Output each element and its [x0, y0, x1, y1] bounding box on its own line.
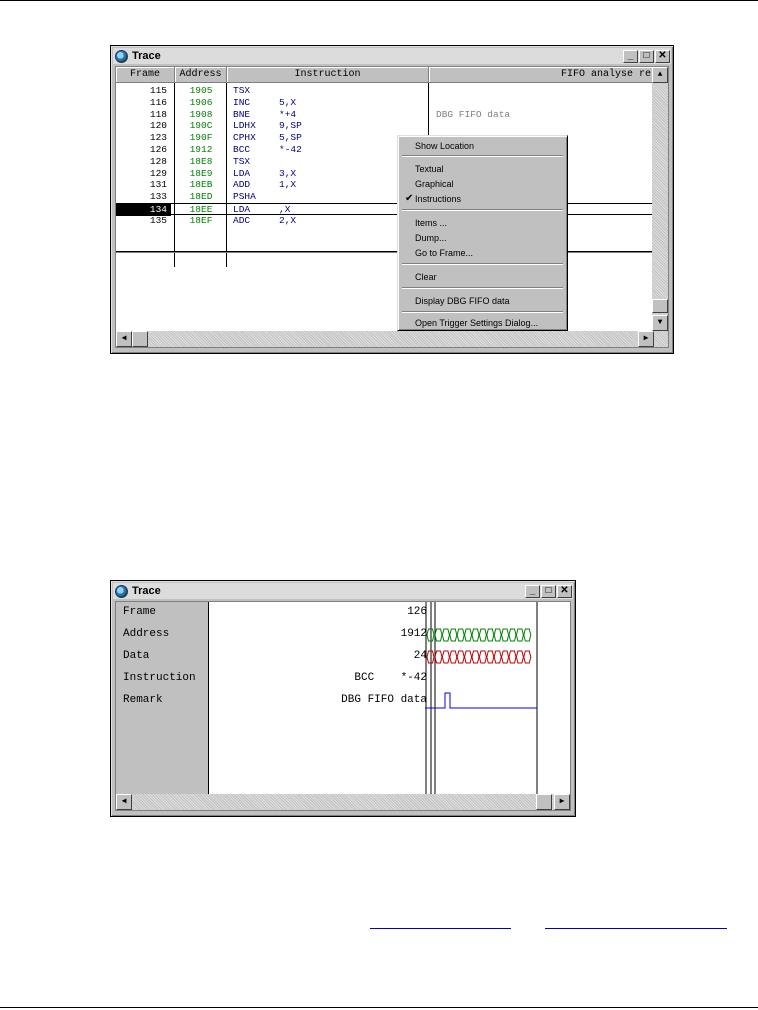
- vertical-scrollbar[interactable]: [652, 67, 668, 331]
- graphical-trace-window[interactable]: [110, 580, 576, 817]
- address-cell: 1912: [189, 144, 213, 155]
- scroll-right-button[interactable]: ▶: [638, 331, 654, 347]
- trace-row[interactable]: [116, 215, 656, 227]
- trace-row[interactable]: [116, 191, 656, 203]
- address-cell: 1906: [189, 96, 213, 108]
- frame-cell: 131: [149, 179, 167, 191]
- data-bus-segment: [465, 651, 472, 663]
- frame-cell: 120: [149, 120, 167, 132]
- trace-window[interactable]: [110, 45, 674, 354]
- mnemonic-cell: ADD: [233, 179, 251, 191]
- mnemonic-cell: ADC: [233, 214, 251, 226]
- remark-signal: [425, 693, 537, 708]
- column-header-fifo[interactable]: FIFO analyse re: [429, 67, 654, 83]
- checkmark-icon: ✔: [405, 193, 414, 204]
- mnemonic-cell: LDHX: [233, 120, 256, 132]
- menu-item-items[interactable]: Items ...: [415, 218, 448, 228]
- address-bus-segment: [465, 629, 472, 641]
- data-bus-segment: [502, 651, 509, 663]
- close-button[interactable]: ✕: [557, 585, 572, 598]
- menu-separator: [402, 155, 563, 157]
- page-bottom-rule: [0, 1007, 758, 1008]
- data-bus-segment: [516, 651, 523, 663]
- mnemonic-cell: CPHX: [233, 132, 256, 144]
- trace-row[interactable]: [116, 97, 656, 109]
- address-bus-segment: [524, 629, 531, 641]
- scroll-left-button[interactable]: ◀: [116, 794, 132, 810]
- operand-cell: ,X: [279, 204, 291, 215]
- trace-row[interactable]: [116, 132, 656, 144]
- address-cell: 18EE: [189, 204, 213, 215]
- operand-cell: 5,SP: [279, 132, 302, 144]
- address-bus-segment: [442, 629, 449, 641]
- data-bus-segment: [479, 651, 486, 663]
- data-bus-segment: [472, 651, 479, 663]
- operand-cell: 3,X: [279, 167, 297, 179]
- data-bus-segment: [494, 651, 501, 663]
- mnemonic-cell: INC: [233, 96, 251, 108]
- trace-row[interactable]: [116, 120, 656, 132]
- graphical-trace-title: Trace: [132, 585, 161, 597]
- trace-row[interactable]: [116, 203, 656, 215]
- trace-row[interactable]: [116, 168, 656, 180]
- menu-item-go-to-frame[interactable]: Go to Frame...: [415, 248, 474, 258]
- address-bus-segment: [479, 629, 486, 641]
- menu-separator: [402, 287, 563, 289]
- operand-cell: 2,X: [279, 214, 297, 226]
- address-bus-segment: [435, 629, 442, 641]
- instruction-operand: *-42: [400, 672, 427, 684]
- operand-cell: 9,SP: [279, 120, 302, 132]
- close-button[interactable]: ✕: [655, 50, 670, 63]
- signal-label-address: Address: [123, 628, 170, 640]
- address-bus-segment: [509, 629, 516, 641]
- menu-item-instructions-label: Instructions: [415, 194, 462, 204]
- signal-label-instruction: Instruction: [123, 672, 196, 684]
- cross-reference-link[interactable]: [545, 928, 727, 929]
- frame-cell: 118: [149, 108, 167, 120]
- frame-cell: 134: [116, 204, 171, 216]
- operand-cell: 5,X: [279, 96, 297, 108]
- operand-cell: 1,X: [279, 179, 297, 191]
- menu-item-clear[interactable]: Clear: [415, 272, 437, 282]
- trace-row[interactable]: [116, 144, 656, 156]
- frame-cell: 123: [149, 132, 167, 144]
- frame-cell: 116: [149, 96, 167, 108]
- trace-list[interactable]: [115, 66, 669, 348]
- signal-labels-pane: [116, 602, 209, 796]
- frame-cell: 128: [149, 155, 167, 167]
- mnemonic-cell: BNE: [233, 108, 251, 120]
- trace-app-icon: [115, 50, 128, 63]
- address-cell: 18EF: [189, 214, 213, 226]
- menu-item-textual[interactable]: Textual: [415, 164, 444, 174]
- data-bus-segment: [524, 651, 531, 663]
- cross-reference-link[interactable]: [370, 928, 511, 929]
- address-bus-segment: [516, 629, 523, 641]
- maximize-button[interactable]: □: [541, 585, 556, 598]
- address-cell: 190C: [189, 120, 213, 132]
- scroll-thumb-h[interactable]: [536, 794, 552, 810]
- trace-row[interactable]: [116, 85, 656, 97]
- trace-row[interactable]: [116, 109, 656, 121]
- mnemonic-cell: PSHA: [233, 191, 256, 203]
- data-bus-segment: [435, 651, 442, 663]
- scroll-thumb[interactable]: [652, 299, 668, 313]
- waveform-area[interactable]: [425, 602, 571, 796]
- scroll-down-button[interactable]: ▼: [652, 315, 668, 331]
- data-bus-segment: [442, 651, 449, 663]
- frame-cell: 135: [149, 214, 167, 226]
- data-bus-segment: [487, 651, 494, 663]
- frame-cell: 133: [149, 191, 167, 203]
- menu-item-instructions[interactable]: [401, 192, 564, 206]
- signal-value-data: 24: [413, 650, 427, 662]
- menu-item-display-dbg-fifo[interactable]: Display DBG FIFO data: [415, 296, 510, 306]
- signal-value-instruction: [354, 672, 427, 684]
- operand-cell: *-42: [279, 144, 302, 155]
- scroll-right-button[interactable]: ▶: [554, 794, 570, 810]
- address-bus-segment: [472, 629, 479, 641]
- instruction-mnemonic: BCC: [354, 672, 375, 684]
- trace-row[interactable]: [116, 156, 656, 168]
- menu-separator: [402, 209, 563, 211]
- column-header-address[interactable]: Address: [175, 67, 227, 83]
- address-cell: 18E9: [189, 167, 213, 179]
- address-cell: 18EB: [189, 179, 213, 191]
- mnemonic-cell: LDA: [233, 204, 251, 215]
- address-cell: 18ED: [189, 191, 213, 203]
- frame-cell: 115: [149, 85, 167, 96]
- menu-separator: [402, 311, 563, 313]
- scroll-thumb-h[interactable]: [132, 331, 148, 347]
- scroll-up-button[interactable]: ▲: [652, 67, 668, 83]
- signal-label-data: Data: [123, 650, 150, 662]
- operand-cell: *+4: [279, 108, 297, 120]
- data-bus-segment: [509, 651, 516, 663]
- data-bus-segment: [450, 651, 457, 663]
- menu-item-dump[interactable]: Dump...: [415, 233, 447, 243]
- address-bus-segment: [450, 629, 457, 641]
- menu-item-graphical[interactable]: Graphical: [415, 179, 454, 189]
- mnemonic-cell: LDA: [233, 167, 251, 179]
- signal-label-remark: Remark: [123, 694, 163, 706]
- menu-item-show-location[interactable]: Show Location: [415, 141, 475, 151]
- signal-label-frame: Frame: [123, 606, 157, 618]
- data-bus-segment: [457, 651, 464, 663]
- maximize-button[interactable]: □: [639, 50, 654, 63]
- frame-cell: 126: [149, 144, 167, 155]
- trace-app-icon: [115, 585, 128, 598]
- menu-separator: [402, 263, 563, 265]
- address-bus-segment: [502, 629, 509, 641]
- mnemonic-cell: TSX: [233, 85, 251, 96]
- address-cell: 1908: [189, 108, 213, 120]
- fifo-cell: DBG FIFO data: [436, 108, 511, 120]
- trace-window-titlebar[interactable]: [113, 48, 671, 64]
- address-cell: 1905: [189, 85, 213, 96]
- mnemonic-cell: TSX: [233, 155, 251, 167]
- minimize-button[interactable]: _: [525, 585, 540, 598]
- address-bus-segment: [487, 629, 494, 641]
- graphical-trace-titlebar[interactable]: [113, 583, 573, 599]
- mnemonic-cell: BCC: [233, 144, 251, 155]
- address-cell: 18E8: [189, 155, 213, 167]
- minimize-button[interactable]: _: [623, 50, 638, 63]
- address-bus-segment: [457, 629, 464, 641]
- horizontal-scrollbar[interactable]: [116, 331, 669, 347]
- context-menu[interactable]: [397, 135, 568, 331]
- frame-cell: 129: [149, 167, 167, 179]
- address-bus-segment: [494, 629, 501, 641]
- column-header-frame[interactable]: Frame: [116, 67, 175, 83]
- horizontal-scrollbar[interactable]: [116, 794, 571, 810]
- column-header-instruction[interactable]: Instruction: [227, 67, 429, 83]
- signal-value-remark: DBG FIFO data: [341, 694, 427, 706]
- scroll-left-button[interactable]: ◀: [116, 331, 132, 347]
- signal-value-address: 1912: [400, 628, 427, 640]
- page-top-rule: [0, 0, 758, 1]
- pane-splitter[interactable]: [116, 251, 654, 253]
- signal-value-frame: 126: [407, 606, 427, 618]
- trace-row[interactable]: [116, 179, 656, 191]
- menu-item-open-trigger-settings[interactable]: Open Trigger Settings Dialog...: [415, 318, 539, 328]
- address-cell: 190F: [189, 132, 213, 144]
- graphical-trace-pane[interactable]: [115, 601, 571, 811]
- trace-window-title: Trace: [132, 50, 161, 62]
